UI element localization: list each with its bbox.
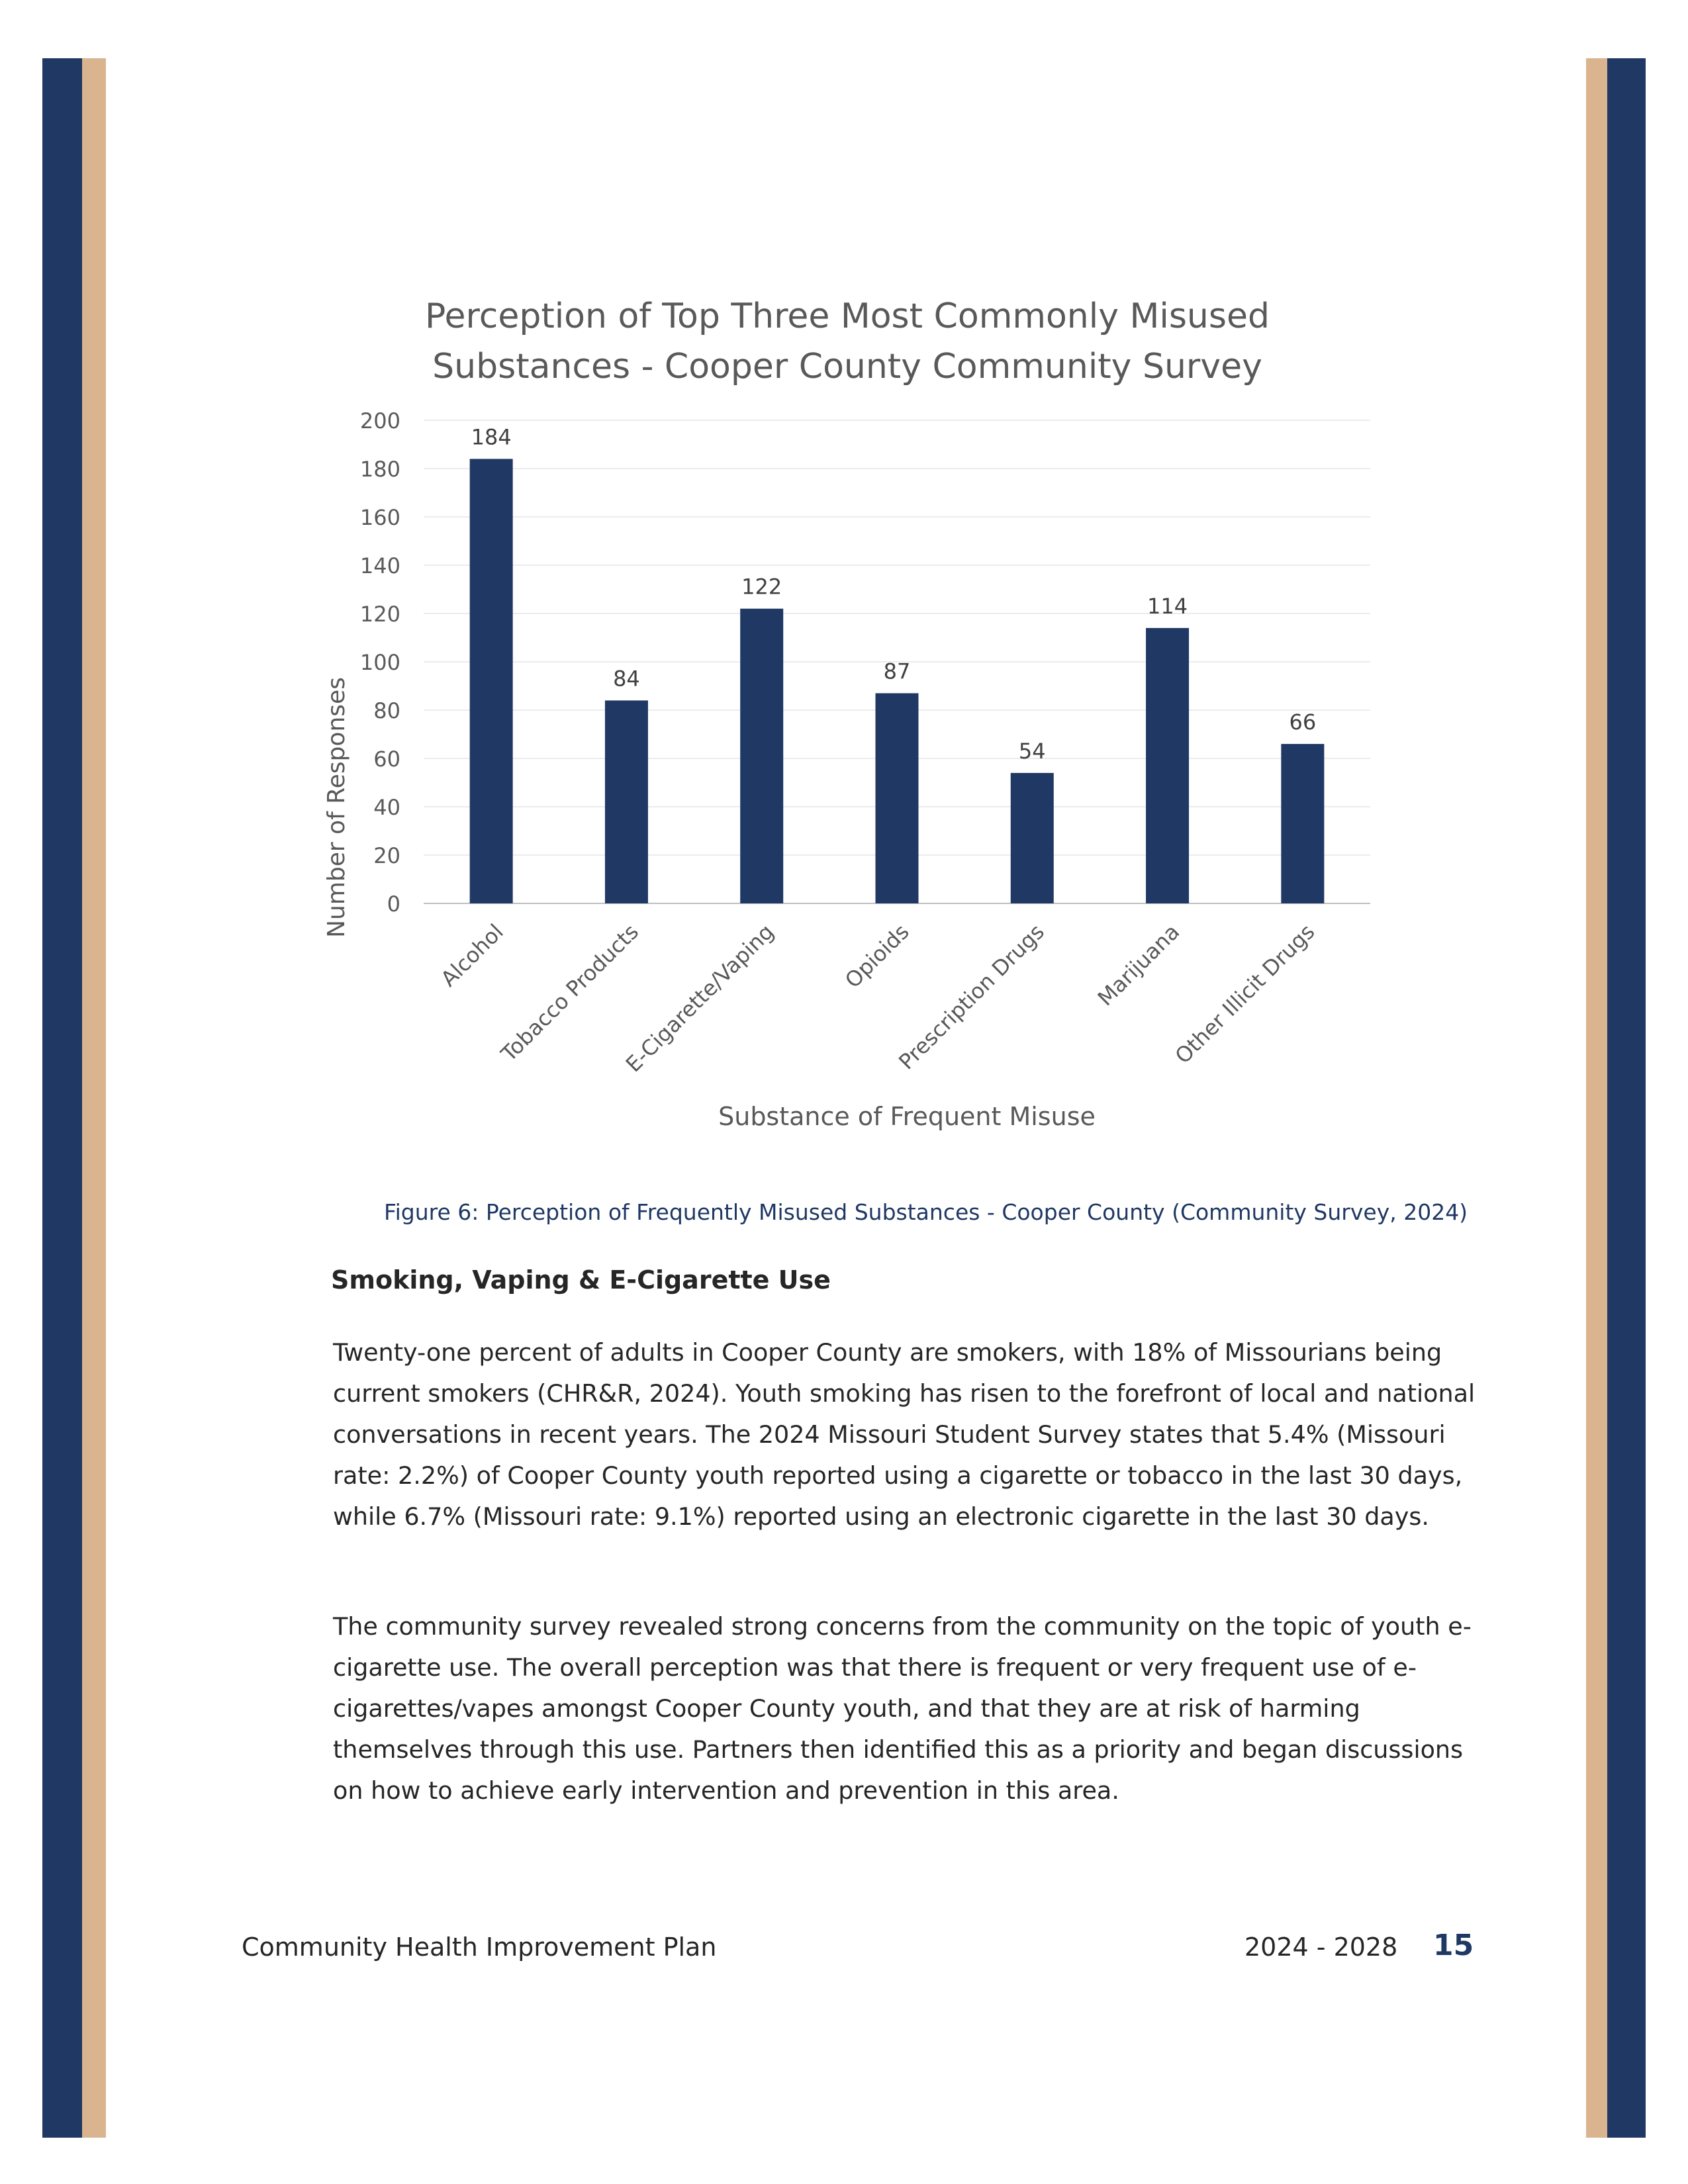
x-tick-label: Alcohol xyxy=(436,919,508,992)
page-number: 15 xyxy=(1433,1929,1474,1962)
x-tick-label: Prescription Drugs xyxy=(894,919,1049,1075)
figure-caption: Figure 6: Perception of Frequently Misused Substances - Cooper County (Community Survey, 2024) xyxy=(384,1199,1468,1225)
y-axis-label: Number of Responses xyxy=(323,677,350,938)
x-tick-label: Marijuana xyxy=(1092,919,1185,1011)
right-stripe-tan xyxy=(1586,58,1607,2138)
y-tick-label: 20 xyxy=(373,843,400,868)
paragraph-2: The community survey revealed strong concerns from the community on the topic of youth e-cigarette use. The overall perception was that there is frequent or very frequent use of e-cigarettes/vapes amongst Cooper County youth, and that they are at risk of harming themselves through this use. Partners then identified this as a priority and began discussions on how to achieve early intervention and prevention in this area. xyxy=(333,1612,1472,1805)
x-tick-label: Other Illicit Drugs xyxy=(1170,919,1320,1069)
footer-title: Community Health Improvement Plan xyxy=(242,1933,717,1962)
chart-figure xyxy=(278,271,1417,1165)
y-tick-labels xyxy=(360,408,400,917)
y-tick-label: 200 xyxy=(359,408,400,433)
data-label: 54 xyxy=(1018,738,1046,764)
data-label: 122 xyxy=(741,574,782,600)
data-label: 87 xyxy=(883,659,911,684)
bar xyxy=(876,693,919,903)
bar xyxy=(1011,773,1054,903)
x-tick-labels xyxy=(436,919,1319,1077)
bar xyxy=(1281,744,1324,903)
chart-title-line-2: Substances - Cooper County Community Survey xyxy=(432,347,1262,387)
data-label: 114 xyxy=(1147,593,1188,619)
left-stripe-tan xyxy=(82,58,106,2138)
bar-chart xyxy=(278,271,1417,1165)
chart-title-line-1: Perception of Top Three Most Commonly Misused xyxy=(425,296,1270,336)
x-tick-label: Tobacco Products xyxy=(496,919,644,1067)
data-label: 66 xyxy=(1289,709,1317,735)
y-tick-label: 160 xyxy=(359,505,400,530)
y-tick-label: 40 xyxy=(373,795,400,820)
x-tick-label: E-Cigarette/Vaping xyxy=(620,919,779,1077)
paragraph-1: Twenty-one percent of adults in Cooper County are smokers, with 18% of Missourians being current smokers (CHR&R, 2024). Youth smoking has risen to the forefront of local and national conversations in recent years. The 2024 Missouri Student Survey states that 5.4% (Missouri rate: 2.2%) of Cooper County youth reported using a cigarette or tobacco in the last 30 days, while 6.7% (Missouri rate: 9.1%) reported using an electronic cigarette in the last 30 days. xyxy=(333,1338,1476,1531)
y-tick-label: 120 xyxy=(359,602,400,627)
section-heading: Smoking, Vaping & E-Cigarette Use xyxy=(331,1265,831,1295)
y-tick-label: 0 xyxy=(387,891,400,917)
bar xyxy=(740,609,783,903)
bar xyxy=(1146,628,1189,903)
left-stripe-navy xyxy=(42,58,82,2138)
y-tick-label: 100 xyxy=(359,650,400,675)
bar xyxy=(605,700,648,903)
y-tick-label: 80 xyxy=(373,698,400,723)
y-tick-label: 180 xyxy=(359,457,400,482)
data-label: 84 xyxy=(613,666,640,692)
y-tick-label: 140 xyxy=(359,553,400,578)
x-tick-label: Opioids xyxy=(840,919,914,993)
x-axis-label: Substance of Frequent Misuse xyxy=(718,1102,1096,1131)
bar xyxy=(470,459,513,903)
data-label: 184 xyxy=(471,424,512,450)
y-tick-label: 60 xyxy=(373,747,400,772)
footer-years: 2024 - 2028 xyxy=(1244,1933,1398,1962)
right-stripe-navy xyxy=(1607,58,1646,2138)
